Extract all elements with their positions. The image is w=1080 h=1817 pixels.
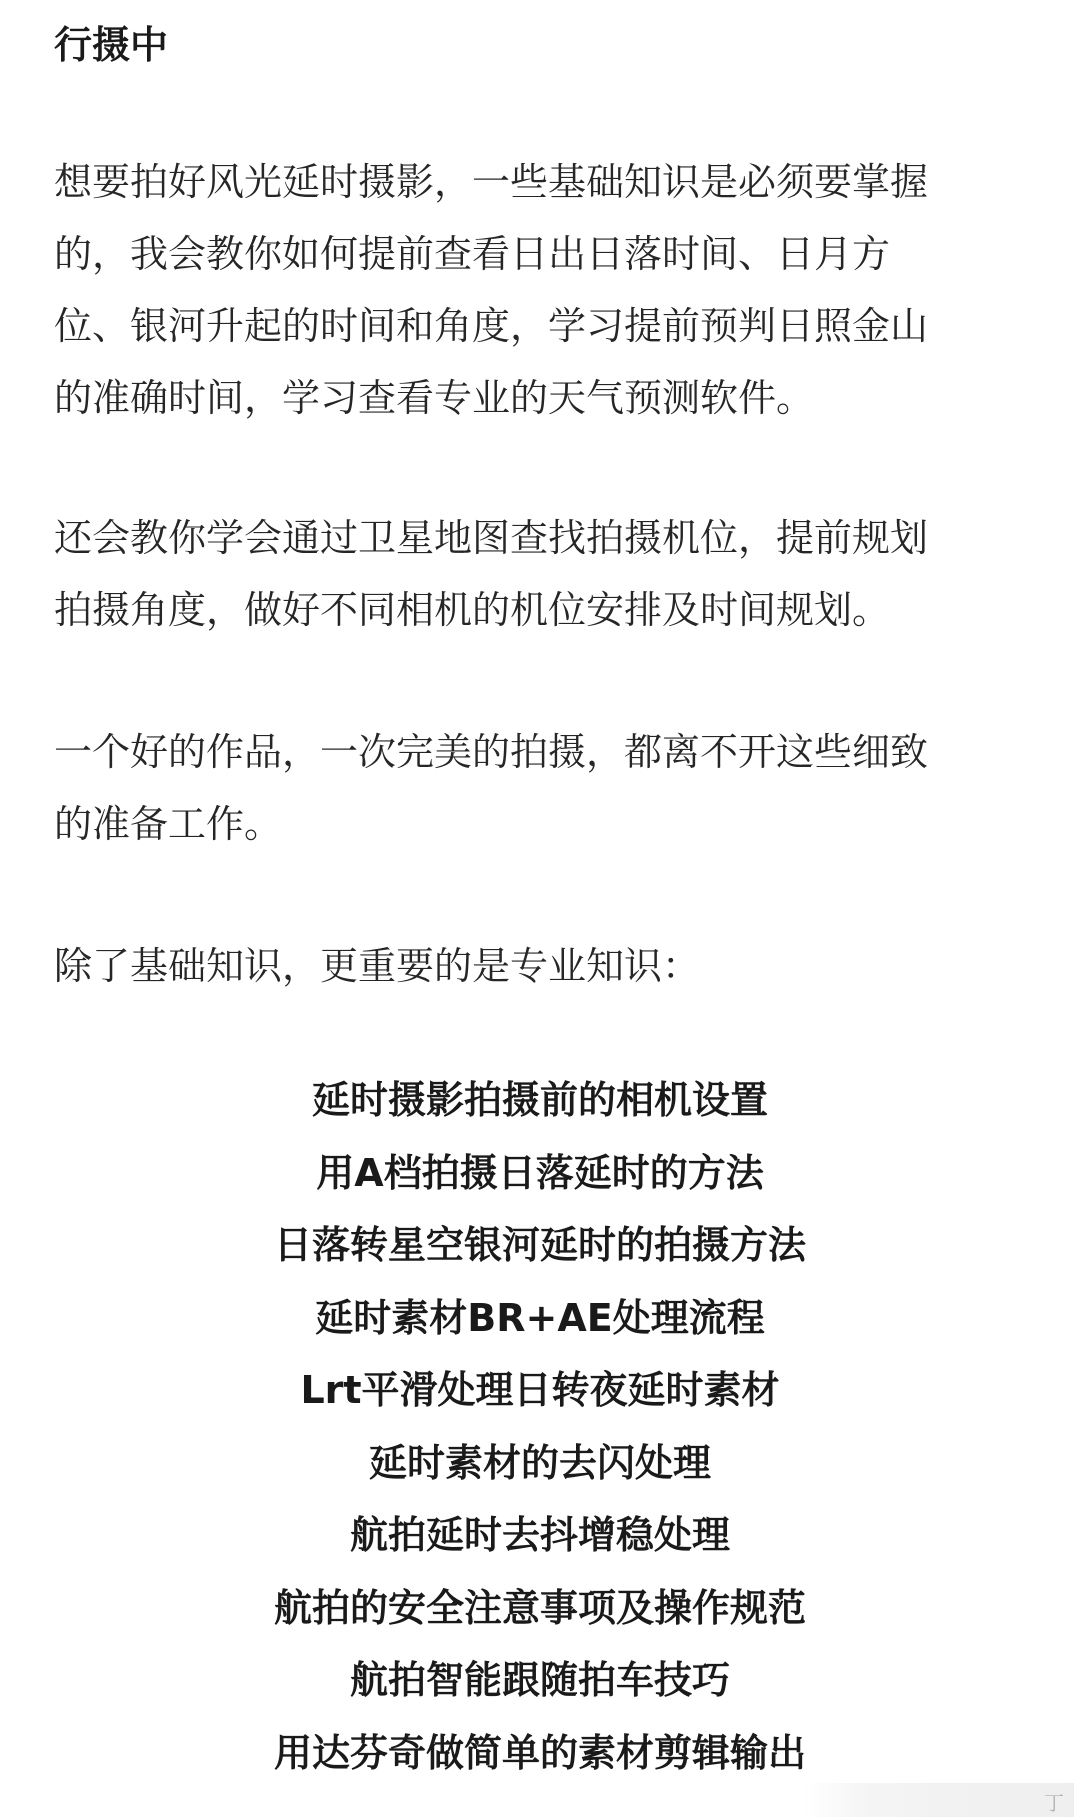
- topic-item: Lrt平滑处理日转夜延时素材: [300, 1368, 780, 1412]
- topic-item: 用A档拍摄日落延时的方法: [316, 1150, 764, 1195]
- paragraph-line: 的，我会教你如何提前查看日出日落时间、日月方: [54, 232, 891, 276]
- article-heading: 行摄中: [54, 23, 169, 67]
- paragraph-line: 想要拍好风光延时摄影，一些基础知识是必须要掌握: [54, 160, 929, 204]
- paragraph-planning: [54, 502, 1026, 646]
- topic-item: 延时素材的去闪处理: [368, 1440, 711, 1485]
- paragraph-line: 一个好的作品，一次完美的拍摄，都离不开这些细致: [54, 730, 929, 774]
- topic-item: 航拍的安全注意事项及操作规范: [273, 1585, 806, 1630]
- topic-list: [0, 1064, 1080, 1789]
- watermark-text: 丁: [1044, 1791, 1066, 1815]
- paragraph-line: 位、银河升起的时间和角度，学习提前预判日照金山: [54, 304, 929, 348]
- topic-item: 延时摄影拍摄前的相机设置: [311, 1078, 768, 1122]
- topic-item: 航拍智能跟随拍车技巧: [349, 1658, 730, 1702]
- topic-item: 用达芬奇做简单的素材剪辑输出: [273, 1730, 806, 1775]
- paragraph-line: 的准确时间，学习查看专业的天气预测软件。: [54, 376, 815, 420]
- topic-item: 日落转星空银河延时的拍摄方法: [273, 1223, 806, 1267]
- paragraph-preparation: [54, 716, 1026, 860]
- paragraph-line: 还会教你学会通过卫星地图查找拍摄机位，提前规划: [54, 516, 929, 560]
- paragraph-line: 除了基础知识，更重要的是专业知识：: [54, 944, 701, 988]
- paragraph-line: 的准备工作。: [54, 802, 283, 846]
- watermark: [804, 1783, 1074, 1817]
- topic-item: 航拍延时去抖增稳处理: [349, 1513, 730, 1557]
- topic-item: 延时素材BR+AE处理流程: [315, 1295, 765, 1340]
- paragraph-basics: [54, 146, 1026, 434]
- paragraph-professional-intro: [54, 930, 1026, 1002]
- paragraph-line: 拍摄角度，做好不同相机的机位安排及时间规划。: [54, 588, 891, 632]
